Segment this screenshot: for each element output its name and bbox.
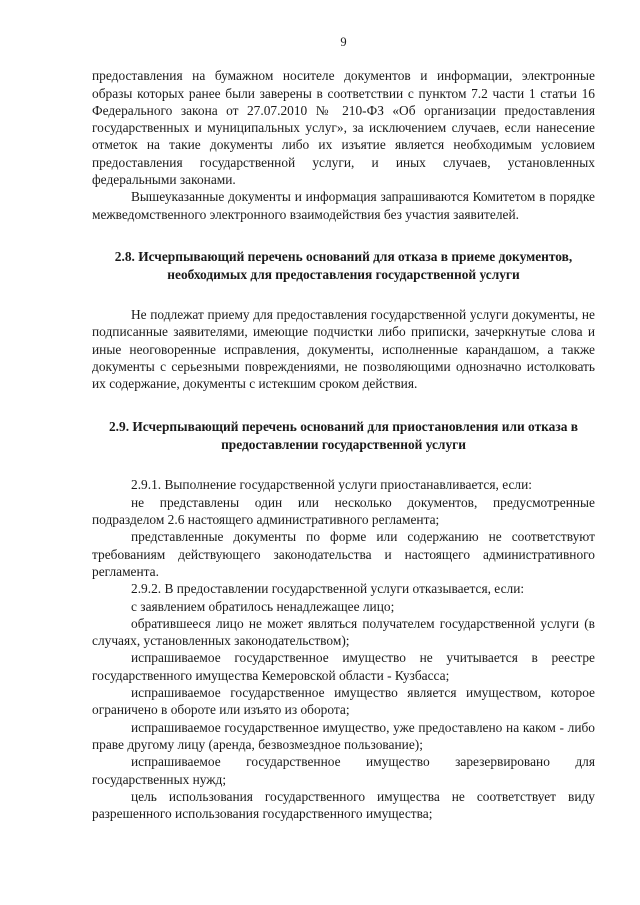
section-2-8-paragraph: Не подлежат приему для предоставления государственной услуги документы, не подписанные заявителями, имеющие подчистки либо приписки, зачеркнутые слова и иные неоговоренные исправления, документы, исполненные карандашом, а также документы с серьезными повреждениями, не позволяющими однозначно истолковать их содержание, документы с истекшим сроком действия. bbox=[92, 306, 595, 392]
section-2-9-paragraph: представленные документы по форме или содержанию не соответствуют требованиям действующего законодательства и настоящего административного регламента. bbox=[92, 529, 595, 579]
section-2-9-paragraph: 2.9.1. Выполнение государственной услуги приостанавливается, если: bbox=[131, 477, 533, 493]
section-2-9-paragraph: обратившееся лицо не может являться получателем государственной услуги (в случаях, установленных законодательством); bbox=[92, 615, 595, 649]
section-2-9-paragraph: с заявлением обратилось ненадлежащее лицо; bbox=[131, 598, 395, 614]
intro-paragraph-1: предоставления на бумажном носителе документов и информации, электронные образы которых ранее были заверены в соответствии с пунктом 7.2 части 1 статьи 16 Федерального закона от 27.07.2010 № 210-ФЗ «Об организации предоставления государственных и муниципальных услуг», за исключением случаев, если нанесение отметок на такие документы либо их изъятие является необходимым условием предоставления государственной услуги, и иных случаев, установленных федеральными законами. bbox=[92, 68, 595, 188]
section-2-9-paragraph: не представлены один или несколько документов, предусмотренные подразделом 2.6 настоящего административного регламента; bbox=[92, 494, 595, 528]
section-2-9-paragraph: испрашиваемое государственное имущество зарезервировано для государственных нужд; bbox=[92, 754, 595, 787]
page-number: 9 bbox=[340, 35, 347, 49]
section-2-9-paragraph: испрашиваемое государственное имущество, уже предоставлено на каком - либо праве другому лицу (аренда, безвозмездное пользование); bbox=[92, 719, 595, 752]
section-2-8-heading: 2.8. Исчерпывающий перечень оснований для отказа в приеме документов, необходимых для предоставления государственной услуги bbox=[114, 248, 573, 282]
section-2-9-paragraph: испрашиваемое государственное имущество не учитывается в реестре государственного имущества Кемеровской области - Кузбасса; bbox=[92, 650, 595, 683]
section-2-9-heading: 2.9. Исчерпывающий перечень оснований для приостановления или отказа в предоставлении государственной услуги bbox=[108, 419, 579, 453]
section-2-9-paragraph: цель использования государственного имущества не соответствует виду разрешенного использования государственного имущества; bbox=[92, 788, 595, 822]
section-2-9-paragraph: испрашиваемое государственное имущество является имуществом, которое ограничено в обороте или изъято из оборота; bbox=[92, 685, 595, 718]
document-page bbox=[92, 34, 595, 822]
intro-paragraph-2: Вышеуказанные документы и информация запрашиваются Комитетом в порядке межведомственного электронного взаимодействия без участия заявителей. bbox=[92, 189, 595, 222]
section-2-9-paragraph: 2.9.2. В предоставлении государственной услуги отказывается, если: bbox=[131, 581, 525, 597]
